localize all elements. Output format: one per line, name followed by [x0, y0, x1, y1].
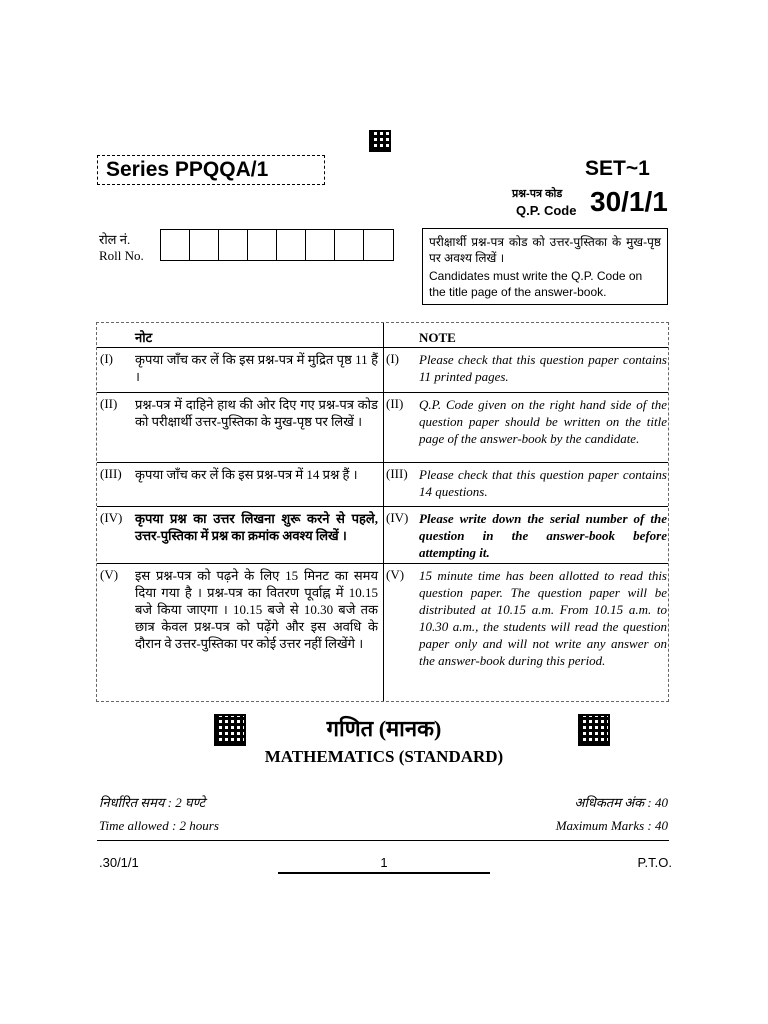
note-number: (V) [100, 567, 119, 582]
notes-table [96, 322, 669, 702]
roll-number-hindi-label: रोल नं. [99, 232, 131, 247]
max-marks: Maximum Marks : 40 [555, 818, 668, 833]
note-english-text: Q.P. Code given on the right hand side of the question paper should be written on the title page of the answer-book by the candidate. [419, 397, 667, 446]
qp-code-hindi-label: प्रश्न-पत्र कोड [512, 188, 563, 200]
note-hindi-text: कृपया जाँच कर लें कि इस प्रश्न-पत्र में मुद्रित पृष्ठ 11 हैं । [135, 352, 378, 384]
roll-cell[interactable] [161, 230, 190, 260]
divider [97, 840, 669, 841]
note-number: (V) [386, 567, 405, 582]
candidate-instruction-english: Candidates must write the Q.P. Code on the title page of the answer-book. [429, 269, 643, 299]
note-english-text: Please write down the serial number of the question in the answer-book before attempting it. [419, 511, 667, 560]
note-hindi-text: इस प्रश्न-पत्र को पढ़ने के लिए 15 मिनट का समय दिया गया है । प्रश्न-पत्र का वितरण पूर्वाह्न में 10.15 बजे किया जाएगा । 10.15 बजे से 10.30 बजे तक छात्र केवल प्रश्न-पत्र को पढ़ेंगे और इस अवधि के दौरान वे उत्तर-पुस्तिका पर कोई उत्तर नहीं लिखेंगे । [135, 568, 378, 651]
note-hindi-text: प्रश्न-पत्र में दाहिने हाथ की ओर दिए गए प्रश्न-पत्र कोड को परीक्षार्थी उत्तर-पुस्तिका के मुख-पृष्ठ पर लिखें । [135, 397, 378, 429]
note-number: (IV) [386, 510, 409, 525]
pto-label: P.T.O. [637, 855, 672, 870]
note-hindi-text: कृपया प्रश्न का उत्तर लिखना शुरू करने से पहले, उत्तर-पुस्तिका में प्रश्न का क्रमांक अवश्य लिखें । [135, 511, 378, 543]
row-divider [97, 506, 668, 507]
footer-code: .30/1/1 [99, 855, 139, 870]
note-number: (III) [386, 466, 408, 481]
candidate-instruction-hindi: परीक्षार्थी प्रश्न-पत्र कोड को उत्तर-पुस्तिका के मुख-पृष्ठ पर अवश्य लिखें । [429, 235, 661, 265]
row-divider [97, 347, 668, 348]
subject-title-english: MATHEMATICS (STANDARD) [264, 747, 504, 766]
roll-cell[interactable] [306, 230, 335, 260]
note-hindi-text: कृपया जाँच कर लें कि इस प्रश्न-पत्र में 14 प्रश्न हैं । [135, 467, 358, 482]
note-number: (III) [100, 466, 122, 481]
roll-number-label: Roll No. [99, 248, 144, 263]
note-number: (I) [386, 351, 399, 366]
page-number: 1 [380, 855, 388, 870]
footer-rule [278, 872, 490, 874]
note-number: (II) [100, 396, 118, 411]
roll-cell[interactable] [190, 230, 219, 260]
candidate-instruction-box [422, 228, 668, 305]
roll-cell[interactable] [364, 230, 393, 260]
series-label: Series PPQQA/1 [97, 155, 325, 185]
qr-code-icon [369, 130, 391, 152]
row-divider [97, 462, 668, 463]
note-number: (IV) [100, 510, 123, 525]
column-divider [383, 323, 384, 701]
row-divider [97, 392, 668, 393]
qp-code-value: 30/1/1 [590, 186, 668, 217]
note-heading-hindi: नोट [135, 330, 153, 345]
roll-cell[interactable] [219, 230, 248, 260]
set-label: SET~1 [585, 157, 650, 180]
subject-title-hindi: गणित (मानक) [326, 716, 442, 741]
row-divider [97, 563, 668, 564]
roll-cell[interactable] [248, 230, 277, 260]
time-allowed-hindi: निर्धारित समय : 2 घण्टे [99, 795, 206, 810]
note-number: (II) [386, 396, 404, 411]
time-allowed: Time allowed : 2 hours [99, 818, 219, 833]
max-marks-hindi: अधिकतम अंक : 40 [574, 795, 668, 810]
note-number: (I) [100, 351, 113, 366]
note-heading-english: NOTE [419, 330, 456, 345]
note-english-text: 15 minute time has been allotted to read this question paper. The question paper will be distributed at 10.15 a.m. From 10.15 a.m. to 10.30 a.m., the students will read the question paper only and will not write any answer on the answer-book during this period. [419, 568, 667, 668]
roll-cell[interactable] [335, 230, 364, 260]
note-english-text: Please check that this question paper contains 14 questions. [419, 467, 667, 499]
roll-number-grid[interactable] [160, 229, 394, 261]
roll-cell[interactable] [277, 230, 306, 260]
qp-code-label: Q.P. Code [516, 203, 577, 218]
note-english-text: Please check that this question paper contains 11 printed pages. [419, 352, 667, 384]
